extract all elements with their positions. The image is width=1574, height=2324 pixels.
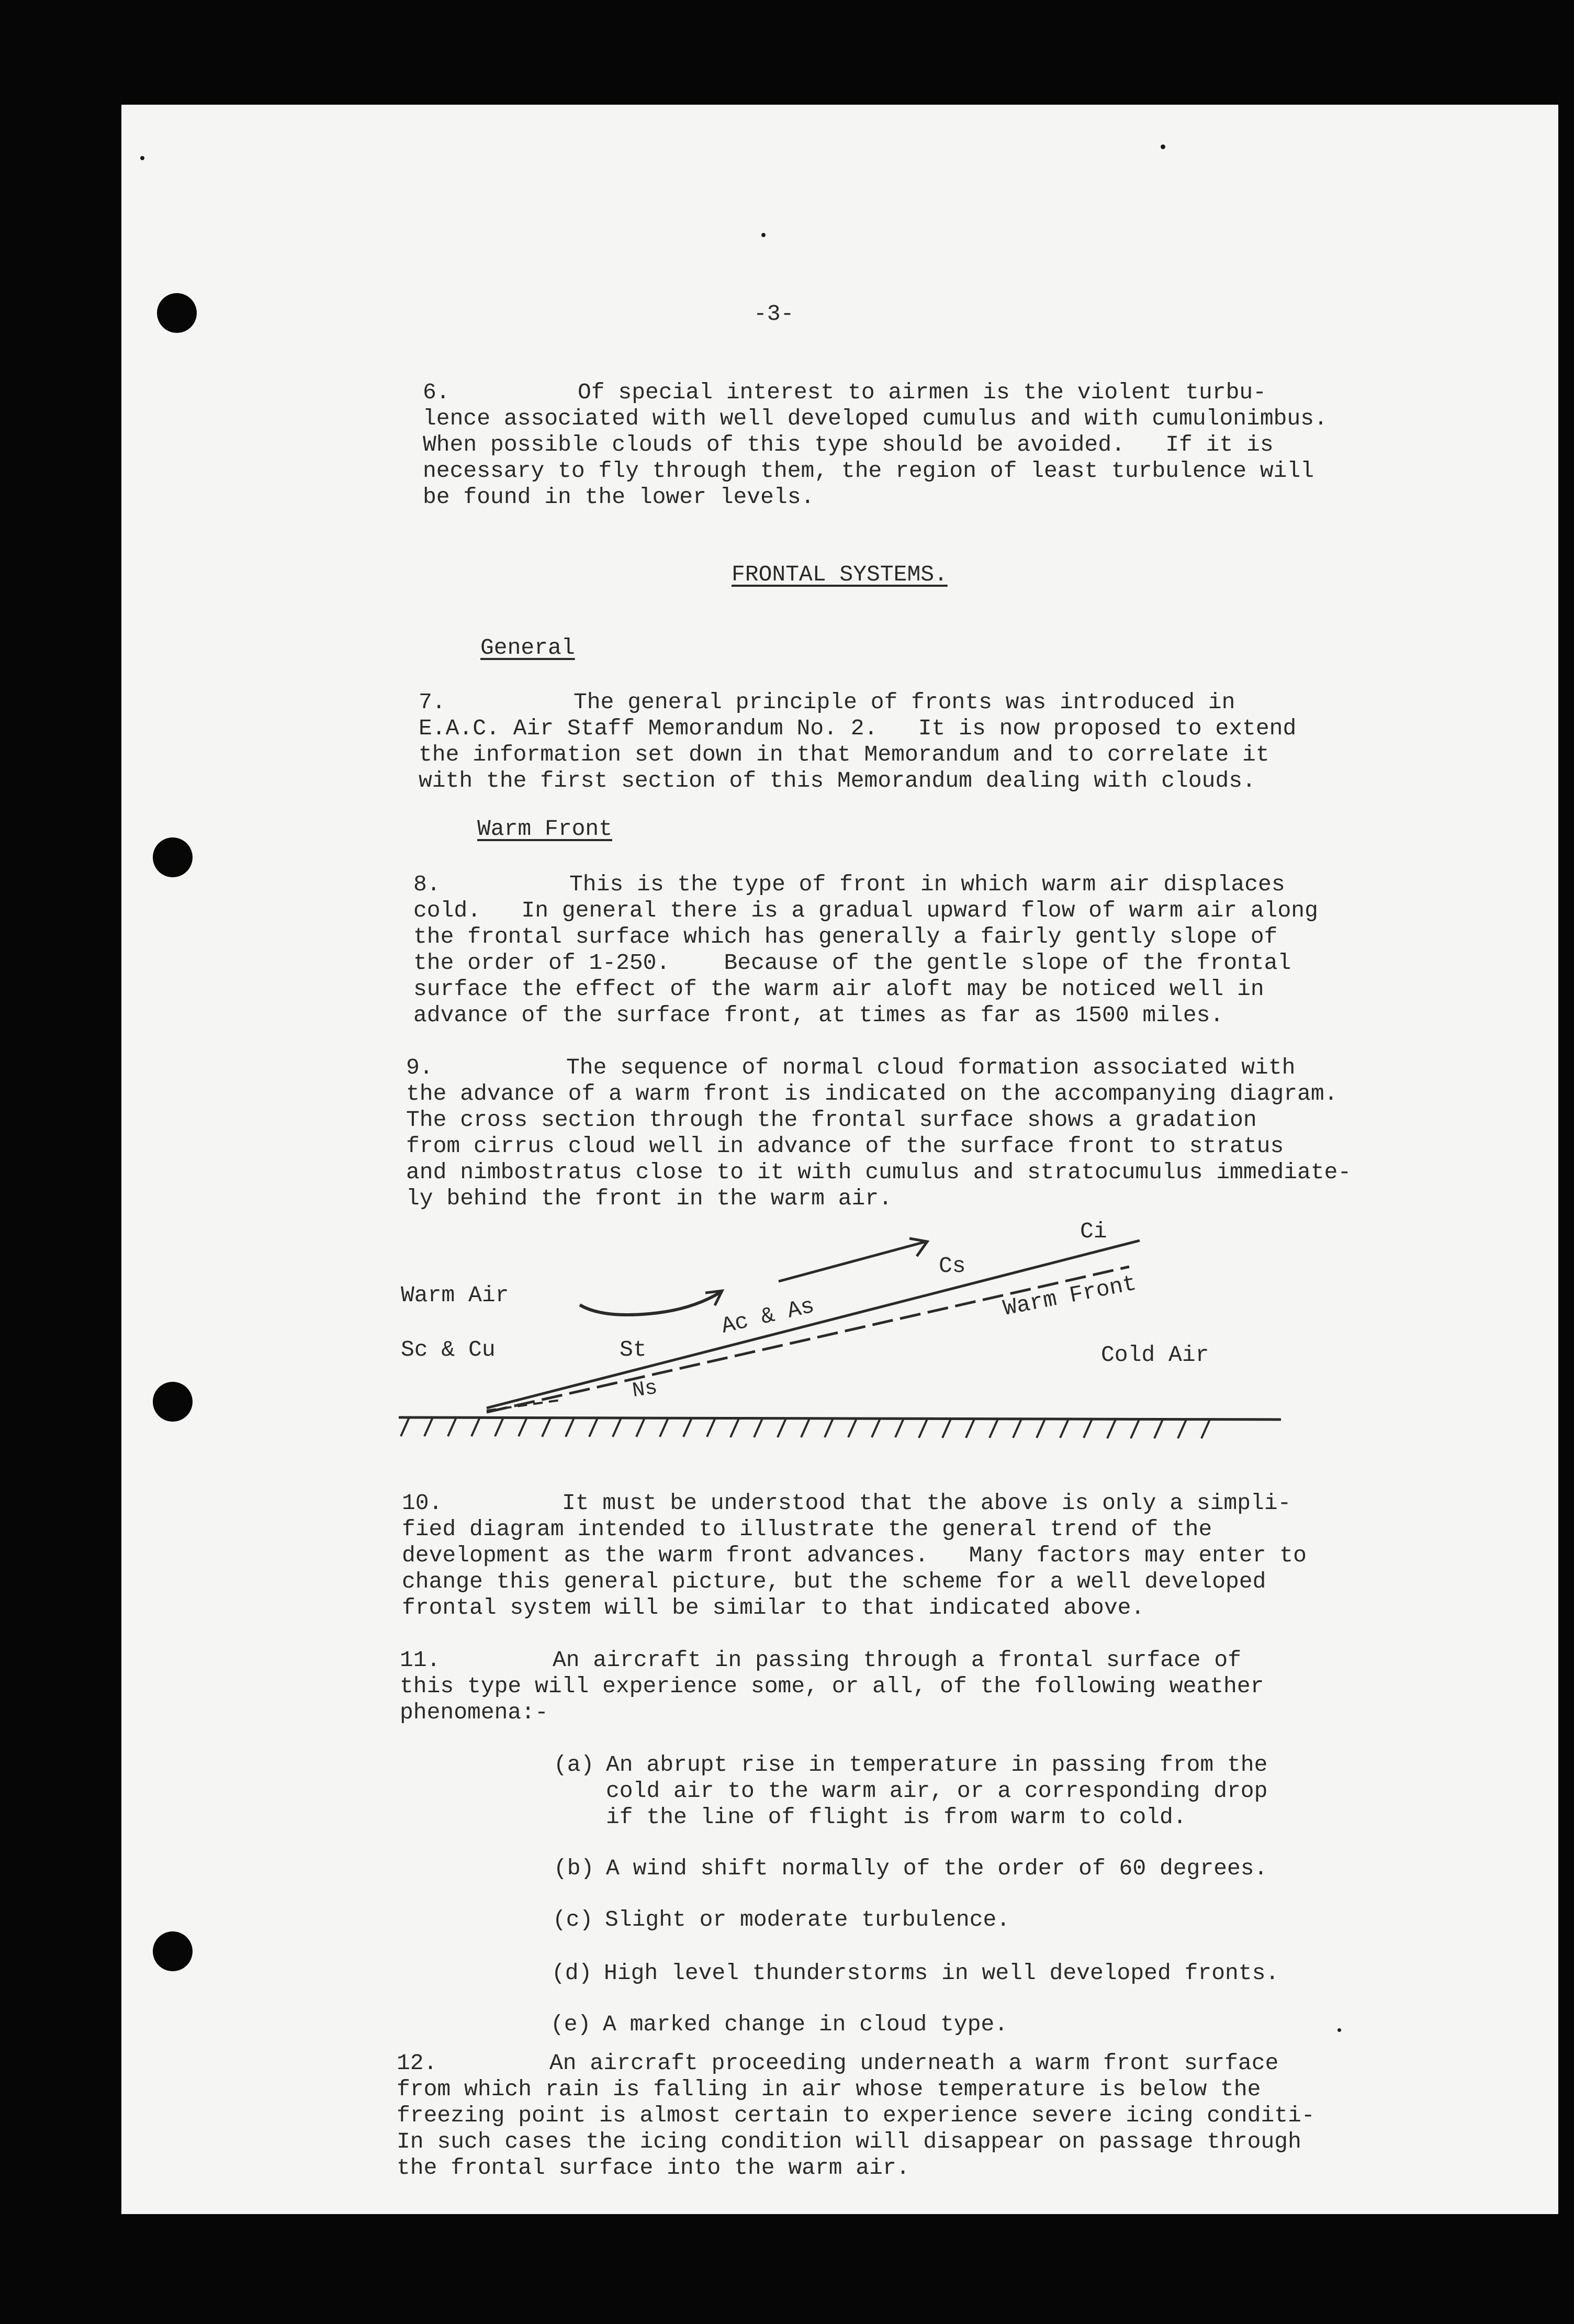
text-line: freezing point is almost certain to experience severe icing conditi- — [397, 2103, 1315, 2128]
text-line: High level thunderstorms in well developed fronts. — [604, 1960, 1279, 1986]
text-line: the order of 1-250. Because of the gentle slope of the frontal — [413, 950, 1291, 976]
text-line: cold. In general there is a gradual upward flow of warm air along — [413, 898, 1318, 923]
text-line: fied diagram intended to illustrate the general trend of the — [402, 1516, 1212, 1542]
text-line: When possible clouds of this type should be avoided. If it is — [423, 432, 1274, 457]
text-line: change this general picture, but the scheme for a well developed — [402, 1569, 1266, 1594]
label-ac-as: Ac & As — [718, 1293, 817, 1339]
text-line: A wind shift normally of the order of 60 degrees. — [606, 1856, 1268, 1881]
text-line: The cross section through the frontal surface shows a gradation — [406, 1107, 1257, 1133]
paragraph-number: 10. — [402, 1490, 443, 1516]
page-number: -3- — [754, 301, 794, 327]
item-label: (c) — [553, 1907, 593, 1932]
text-line: with the first section of this Memorandum dealing with clouds. — [419, 768, 1256, 794]
text-line: phenomena:- — [400, 1700, 548, 1725]
item-label: (a) — [554, 1752, 594, 1778]
text-line: the information set down in that Memorandum and to correlate it — [419, 742, 1269, 767]
label-warm-front: Warm Front — [1001, 1270, 1139, 1322]
subheading-general: General — [480, 635, 575, 661]
label-ns: Ns — [631, 1376, 659, 1403]
text-line: This is the type of front in which warm air displaces — [569, 872, 1285, 897]
paragraph-number: 8. — [413, 872, 441, 897]
paragraph-number: 7. — [419, 689, 446, 715]
text-line: be found in the lower levels. — [423, 484, 815, 510]
text-line: the advance of a warm front is indicated on the accompanying diagram. — [406, 1081, 1338, 1107]
item-label: (d) — [552, 1960, 592, 1986]
paragraph-number: 9. — [406, 1055, 433, 1080]
text-line: An aircraft in passing through a frontal surface of — [553, 1647, 1242, 1673]
frontal-surface-line — [487, 1241, 1140, 1408]
text-line: A marked change in cloud type. — [603, 2012, 1008, 2037]
text-line: from cirrus cloud well in advance of the surface front to stratus — [406, 1133, 1284, 1159]
text-line: The general principle of fronts was introduced in — [574, 689, 1235, 715]
text-line: and nimbostratus close to it with cumulus and stratocumulus immediate- — [406, 1159, 1352, 1185]
text-line: the frontal surface which has generally a fairly gently slope of — [413, 924, 1278, 949]
paragraph-number: 6. — [423, 379, 450, 405]
straight-arrow-head — [909, 1238, 927, 1256]
text-line: It must be understood that the above is only a simpli- — [562, 1490, 1291, 1516]
straight-arrow — [779, 1242, 926, 1281]
text-line: In such cases the icing condition will disappear on passage through — [397, 2129, 1301, 2154]
text-line: the frontal surface into the warm air. — [397, 2155, 910, 2181]
ground-line — [399, 1417, 1281, 1420]
paragraph-number: 12. — [397, 2050, 437, 2076]
text-line: surface the effect of the warm air aloft may be noticed well in — [413, 976, 1264, 1002]
label-sc-cu: Sc & Cu — [401, 1337, 496, 1362]
label-st: St — [620, 1337, 647, 1362]
warm-front-dashed-line — [487, 1267, 1129, 1412]
paragraph-number: 11. — [400, 1647, 441, 1673]
label-cold-air: Cold Air — [1101, 1342, 1209, 1368]
text-line: Of special interest to airmen is the violent turbu- — [578, 379, 1267, 405]
text-line: E.A.C. Air Staff Memorandum No. 2. It is now proposed to extend — [419, 716, 1297, 741]
text-line: frontal system will be similar to that indicated above. — [402, 1595, 1145, 1621]
text-line: from which rain is falling in air whose temperature is below the — [397, 2076, 1261, 2102]
text-line: ly behind the front in the warm air. — [406, 1186, 892, 1211]
text-line: if the line of flight is from warm to cold. — [606, 1804, 1187, 1830]
label-ci: Ci — [1080, 1219, 1107, 1244]
text-line: An aircraft proceeding underneath a warm front surface — [549, 2050, 1279, 2076]
text-line: An abrupt rise in temperature in passing from the — [606, 1752, 1268, 1778]
text-line: advance of the surface front, at times as far as 1500 miles. — [413, 1002, 1224, 1028]
text-line: Slight or moderate turbulence. — [605, 1907, 1010, 1932]
item-label: (e) — [550, 2012, 591, 2037]
curved-arrow — [580, 1292, 721, 1315]
text-line: cold air to the warm air, or a corresponding drop — [606, 1778, 1268, 1804]
item-label: (b) — [554, 1856, 594, 1881]
text-line: this type will experience some, or all, of the following weather — [400, 1673, 1264, 1699]
text-line: The sequence of normal cloud formation associated with — [566, 1055, 1296, 1080]
label-cs: Cs — [939, 1253, 966, 1279]
ground-hatching — [401, 1417, 1210, 1438]
section-title: FRONTAL SYSTEMS. — [732, 562, 948, 587]
subheading-warm-front: Warm Front — [477, 816, 613, 842]
text-line: development as the warm front advances. Many factors may enter to — [402, 1543, 1307, 1568]
label-warm-air: Warm Air — [401, 1282, 509, 1308]
text-line: lence associated with well developed cumulus and with cumulonimbus. — [423, 406, 1328, 431]
text-line: necessary to fly through them, the region of least turbulence will — [423, 458, 1314, 484]
